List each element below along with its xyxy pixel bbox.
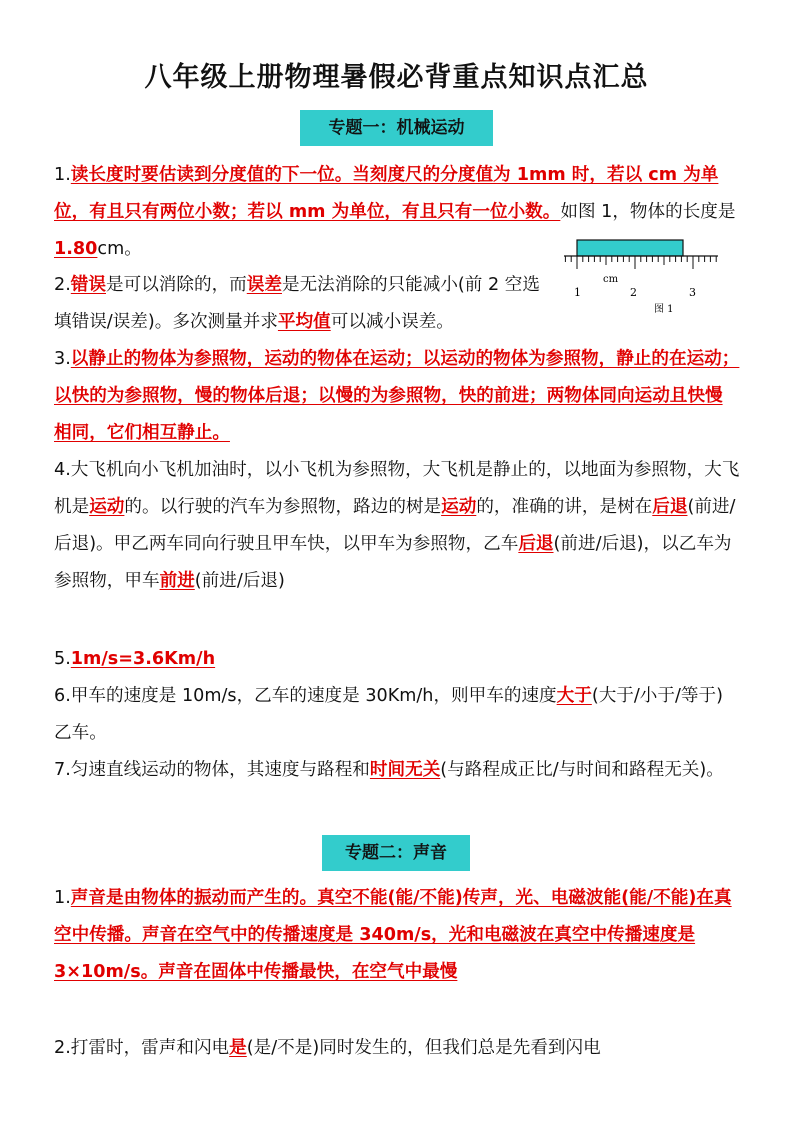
section-heading-sound: 专题二：声音 xyxy=(322,835,470,871)
ruler-tick-label-1: 1 xyxy=(574,286,581,299)
figure-caption: 图 1 xyxy=(654,304,674,315)
ruler-ticks xyxy=(565,256,716,269)
page-title: 八年级上册物理暑假必背重点知识点汇总 xyxy=(144,62,649,93)
item-3-reference-frame: 3.以静止的物体为参照物，运动的物体在运动；以运动的物体为参照物，静止的在运动；以快的为参照物，慢的物体后退；以慢的为参照物，快的前进；两物体同向运动且快慢相同，它们相互静止。 xyxy=(54,349,740,443)
item-4-relative-motion: 4.大飞机向小飞机加油时，以小飞机为参照物，大飞机是静止的，以地面为参照物，大飞机是运动的。以行驶的汽车为参照物，路边的树是运动的，准确的讲，是树在后退(前进/后退)。甲乙两车同向行驶且甲车快，以甲车为参照物，乙车后退(前进/后退)，以乙车为参照物，甲车前进(前进/后退) xyxy=(54,460,740,591)
item-1-length-reading: 1.读长度时要估读到分度值的下一位。当刻度尺的分度值为 1mm 时，若以 cm 为单位，有且只有两位小数；若以 mm 为单位，有且只有一位小数。如图 1，物体的长度是 1.80cm。 xyxy=(54,165,736,259)
item-6-speed-compare: 6.甲车的速度是 10m/s，乙车的速度是 30Km/h，则甲车的速度大于(大于/小于/等于)乙车。 xyxy=(54,686,723,743)
sound-item-1-propagation: 1.声音是由物体的振动而产生的。真空不能(能/不能)传声，光、电磁波能(能/不能)在真空中传播。声音在空气中的传播速度是 340m/s，光和电磁波在真空中传播速度是 3×10m/s。声音在固体中传播最快，在空气中最慢 xyxy=(54,888,732,982)
ruler-unit-label: cm xyxy=(603,274,619,285)
sound-item-2-thunder: 2.打雷时，雷声和闪电是(是/不是)同时发生的，但我们总是先看到闪电 xyxy=(54,1038,601,1058)
item-5-unit-conversion: 5.1m/s=3.6Km/h xyxy=(54,649,216,669)
section-heading-mechanical-motion: 专题一：机械运动 xyxy=(300,110,493,146)
ruler-figure xyxy=(560,236,722,318)
measured-object xyxy=(577,240,683,256)
ruler-tick-label-2: 2 xyxy=(630,286,637,299)
ruler-tick-label-3: 3 xyxy=(689,286,696,299)
item-2-error-mistake: 2.错误是可以消除的，而误差是无法消除的只能减小(前 2 空选填错误/误差)。多次测量并求平均值可以减小误差。 xyxy=(54,275,540,332)
item-7-uniform-motion: 7.匀速直线运动的物体，其速度与路程和时间无关(与路程成正比/与时间和路程无关)。 xyxy=(54,760,724,780)
